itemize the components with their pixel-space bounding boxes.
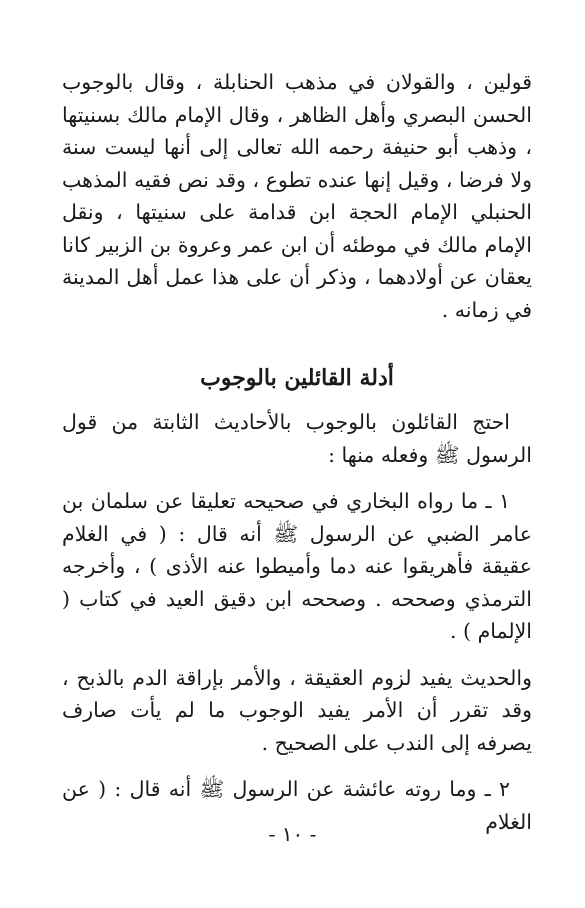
intro-paragraph: قولين ، والقولان في مذهب الحنابلة ، وقال بالوجوب الحسن البصري وأهل الظاهر ، وقال الإمام مالك بسنيتها ، وذهب أبو حنيفة رحمه الله تعالى إلى أنها ليست سنة ولا فرضا ، وقيل إنها عنده تطوع ، وقد نص فقيه المذهب الحنبلي الإمام الحجة ابن قدامة على سنيتها ، ونقل الإمام مالك في موطئه أن ابن عمر وعروة بن الزبير كانا يعقان عن أولادهما ، وذكر أن على هذا عمل أهل المدينة في زمانه . [62,70,532,322]
evidence-item-2: ٢ ـ وما روته عائشة عن الرسول ﷺ أنه قال : ( عن الغلام [62,777,532,834]
section-heading: أدلة القائلين بالوجوب [200,365,394,391]
page-number: - ١٠ - [268,822,317,846]
evidence-item-1: ١ ـ ما رواه البخاري في صحيحه تعليقا عن سلمان بن عامر الضبي عن الرسول ﷺ أنه قال : ( في الغلام عقيقة فأهريقوا عنه دما وأميطوا عنه الأذى ) ، وأخرجه الترمذي وصححه . وصححه ابن دقيق العيد في كتاب ( الإلمام ) . [62,489,532,643]
commentary-paragraph: والحديث يفيد لزوم العقيقة ، والأمر بإراقة الدم بالذبح ، وقد تقرر أن الأمر يفيد الوجوب ما لم يأت صارف يصرفه إلى الندب على الصحيح . [62,665,532,755]
page-body [62,66,532,838]
lead-paragraph: احتج القائلون بالوجوب بالأحاديث الثابتة من قول الرسول ﷺ وفعله منها : [62,410,532,467]
